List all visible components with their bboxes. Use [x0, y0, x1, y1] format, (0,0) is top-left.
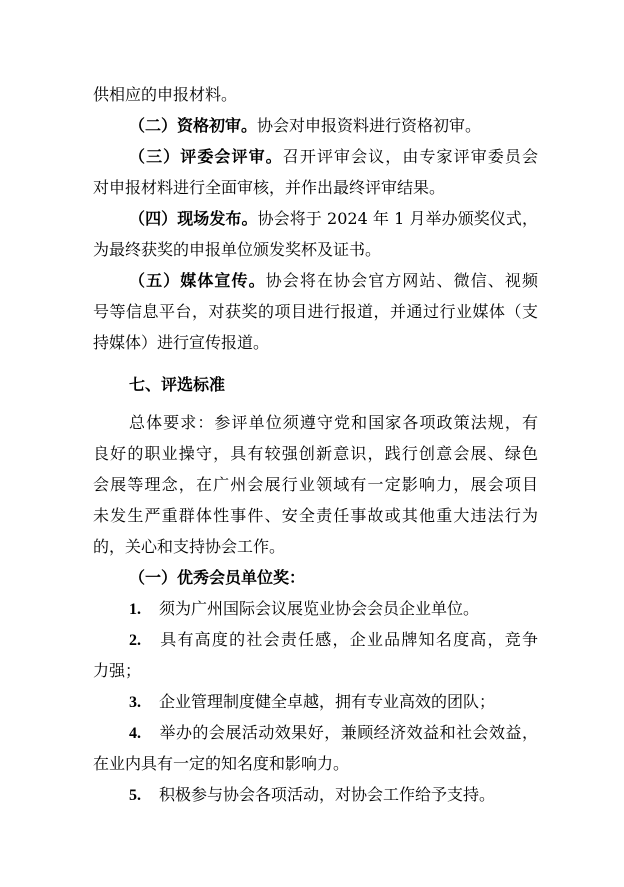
- step-label: （四）现场发布。: [129, 209, 258, 228]
- list-number: 5.: [129, 787, 141, 804]
- line-text: 良好的职业操守，具有较强创新意识，践行创意会展、绿色: [93, 444, 538, 463]
- line-text: 的，关心和支持协会工作。: [93, 537, 286, 556]
- line-text: 召开评审会议，由专家评审委员会: [282, 147, 538, 166]
- paragraph-line: [93, 443, 538, 465]
- line-text: 为最终获奖的申报单位颁发奖杯及证书。: [93, 240, 382, 259]
- paragraph-line: [93, 505, 538, 527]
- list-number: 3.: [129, 694, 141, 711]
- step-label: （三）评委会评审。: [129, 147, 283, 166]
- line-text: 在业内具有一定的知名度和影响力。: [93, 754, 350, 773]
- line-text: 未发生严重群体性事件、安全责任事故或其他重大违法行为: [93, 506, 538, 525]
- paragraph-line: [93, 536, 538, 558]
- line-text: 号等信息平台，对获奖的项目进行报道，并通过行业媒体（支: [93, 302, 538, 321]
- subsection-heading: [129, 567, 538, 589]
- line-text: 企业管理制度健全卓越，拥有专业高效的团队；: [159, 692, 496, 711]
- line-text: 供相应的申报材料。: [93, 85, 238, 104]
- paragraph-line: [93, 84, 538, 106]
- heading-text: （一）优秀会员单位奖：: [129, 568, 306, 587]
- list-item: [129, 629, 538, 651]
- paragraph-line: [93, 660, 538, 682]
- heading-text: 七、评选标准: [129, 375, 226, 394]
- line-text: 协会将在协会官方网站、微信、视频: [265, 271, 538, 290]
- line-text: 举办的会展活动效果好，兼顾经济效益和社会效益，: [159, 723, 538, 742]
- line-text: 对申报材料进行全面审核，并作出最终评审结果。: [93, 178, 446, 197]
- line-text: 会展等理念，在广州会展行业领域有一定影响力，展会项目: [93, 475, 538, 494]
- line-text: 总体要求：参评单位须遵守党和国家各项政策法规，有: [129, 413, 538, 432]
- section-heading: [129, 374, 538, 396]
- list-item: [129, 722, 538, 744]
- line-text: 协会将于 2024 年 1 月举办颁奖仪式，: [257, 209, 538, 228]
- paragraph-line: [129, 115, 538, 137]
- paragraph-line: [93, 239, 538, 261]
- list-item: [129, 784, 538, 806]
- paragraph-line: [93, 177, 538, 199]
- line-text: 须为广州国际会议展览业协会会员企业单位。: [159, 599, 480, 618]
- paragraph-line: [93, 301, 538, 323]
- list-number: 1.: [129, 601, 141, 618]
- line-text: 持媒体）进行宣传报道。: [93, 333, 270, 352]
- list-number: 2.: [129, 632, 141, 649]
- list-item: [129, 598, 538, 620]
- line-text: 力强；: [93, 661, 142, 680]
- step-label: （二）资格初审。: [129, 116, 258, 135]
- line-text: 具有高度的社会责任感，企业品牌知名度高，竞争: [159, 630, 538, 649]
- list-number: 4.: [129, 725, 141, 742]
- line-text: 积极参与协会各项活动，对协会工作给予支持。: [159, 785, 496, 804]
- line-text: 协会对申报资料进行资格初审。: [257, 116, 482, 135]
- paragraph-line: [129, 412, 538, 434]
- paragraph-line: [93, 332, 538, 354]
- paragraph-line: [93, 753, 538, 775]
- list-item: [129, 691, 538, 713]
- paragraph-line: [129, 270, 538, 292]
- paragraph-line: [129, 208, 538, 230]
- step-label: （五）媒体宣传。: [129, 271, 266, 290]
- paragraph-line: [93, 474, 538, 496]
- paragraph-line: [129, 146, 538, 168]
